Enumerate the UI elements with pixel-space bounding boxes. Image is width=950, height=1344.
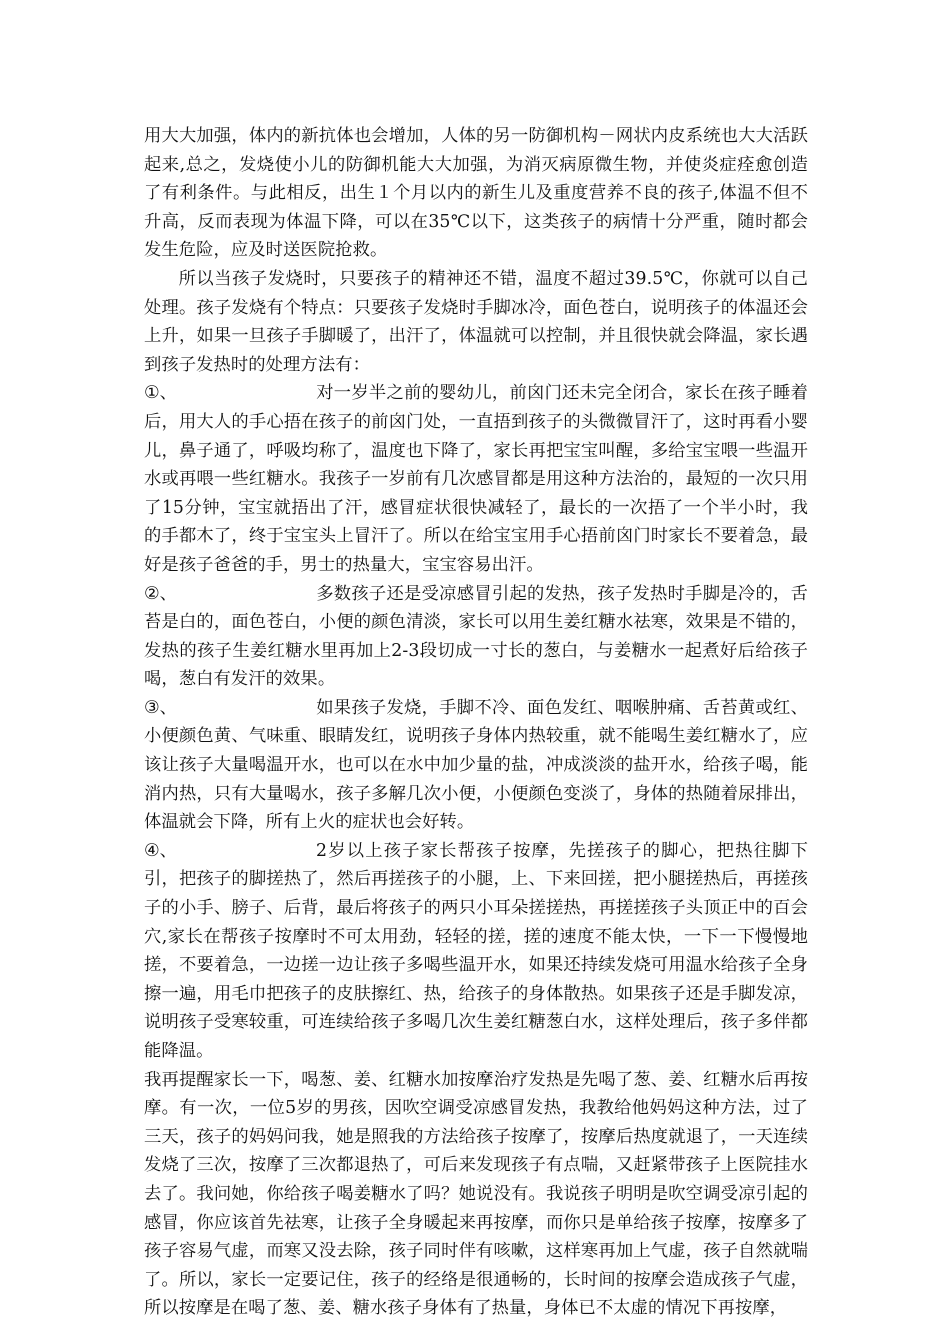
paragraph-closing: 我再提醒家长一下，喝葱、姜、红糖水加按摩治疗发热是先喝了葱、姜、红糖水后再按摩。有一次，一位5岁的男孩，因吹空调受凉感冒发热，我教给他妈妈这种方法，过了三天，孩子的妈妈问我，她是照我的方法给孩子按摩了，按摩后热度就退了，一天连续发烧了三次，按摩了三次都退热了，可后来发现孩子有点喘，又赶紧带孩子上医院挂水去了。我问她，你给孩子喝姜糖水了吗？她说没有。我说孩子明明是吹空调受凉引起的感冒，你应该首先祛寒，让孩子全身暖起来再按摩，而你只是单给孩子按摩，按摩多了孩子容易气虚，而寒又没去除，孩子同时伴有咳嗽，这样寒再加上气虚，孩子自然就喘了。所以，家长一定要记住，孩子的经络是很通畅的，长时间的按摩会造成孩子气虚，所以按摩是在喝了葱、姜、糖水孩子身体有了热量，身体已不太虚的情况下再按摩， xyxy=(144,1069,808,1319)
list-item-number: ④、 xyxy=(144,840,177,861)
list-item-text: 多数孩子还是受凉感冒引起的发热，孩子发热时手脚是冷的，舌苔是白的，面色苍白，小便的颜色清淡，家长可以用生姜红糖水祛寒，效果是不错的，发热的孩子生姜红糖水里再加上2-3段切成一寸长的葱白，与姜糖水一起煮好后给孩子喝，葱白有发汗的效果。 xyxy=(144,583,808,690)
list-item-3 xyxy=(144,694,808,837)
paragraph-intro: 用大大加强，体内的新抗体也会增加，人体的另一防御机构－网状内皮系统也大大活跃起来,总之，发烧使小儿的防御机能大大加强，为消灭病原微生物，并使炎症痊愈创造了有利条件。与此相反，出生１个月以内的新生儿及重度营养不良的孩子,体温不但不升高，反而表现为体温下降，可以在35℃以下，这类孩子的病情十分严重，随时都会发生危险，应及时送医院抢救。 xyxy=(144,126,808,261)
list-item-1 xyxy=(144,379,808,579)
list-item-text: 2岁以上孩子家长帮孩子按摩，先搓孩子的脚心，把热往脚下引，把孩子的脚搓热了，然后再搓孩子的小腿，上、下来回搓，把小腿搓热后，再搓孩子的小手、膀子、后背，最后将孩子的两只小耳朵搓搓热，再搓搓孩子头顶正中的百会穴,家长在帮孩子按摩时不可太用劲，轻轻的搓，搓的速度不能太快，一下一下慢慢地搓，不要着急，一边搓一边让孩子多喝些温开水，如果还持续发烧可用温水给孩子全身擦一遍，用毛巾把孩子的皮肤擦红、热，给孩子的身体散热。如果孩子还是手脚发凉，说明孩子受寒较重，可连续给孩子多喝几次生姜红糖葱白水，这样处理后，孩子多伴都能降温。 xyxy=(144,840,808,1061)
list-item-4 xyxy=(144,837,808,1066)
list-item-number: ①、 xyxy=(144,383,177,404)
list-item-2 xyxy=(144,580,808,694)
list-item-number: ②、 xyxy=(144,583,177,604)
document-page xyxy=(144,122,808,1323)
list-item-text: 对一岁半之前的婴幼儿，前囟门还未完全闭合，家长在孩子睡着后，用大人的手心捂在孩子的前囟门处，一直捂到孩子的头微微冒汗了，这时再看小婴儿，鼻子通了，呼吸均称了，温度也下降了，家长再把宝宝叫醒，多给宝宝喂一些温开水或再喂一些红糖水。我孩子一岁前有几次感冒都是用这种方法治的，最短的一次只用了15分钟，宝宝就捂出了汗，感冒症状很快减轻了，最长的一次捂了一个半小时，我的手都木了，终于宝宝头上冒汗了。所以在给宝宝用手心捂前囟门时家长不要着急，最好是孩子爸爸的手，男士的热量大，宝宝容易出汗。 xyxy=(144,383,808,575)
paragraph-fever-handling: 所以当孩子发烧时，只要孩子的精神还不错，温度不超过39.5℃，你就可以自己处理。孩子发烧有个特点：只要孩子发烧时手脚冰冷，面色苍白，说明孩子的体温还会上升，如果一旦孩子手脚暖了，出汗了，体温就可以控制，并且很快就会降温，家长遇到孩子发热时的处理方法有： xyxy=(144,268,808,375)
list-item-number: ③、 xyxy=(144,697,177,718)
list-item-text: 如果孩子发烧，手脚不冷、面色发红、咽喉肿痛、舌苔黄或红、小便颜色黄、气味重、眼睛发红，说明孩子身体内热较重，就不能喝生姜红糖水了，应该让孩子大量喝温开水，也可以在水中加少量的盐，冲成淡淡的盐开水，给孩子喝，能消内热，只有大量喝水，孩子多解几次小便，小便颜色变淡了，身体的热随着尿排出，体温就会下降，所有上火的症状也会好转。 xyxy=(144,697,808,833)
